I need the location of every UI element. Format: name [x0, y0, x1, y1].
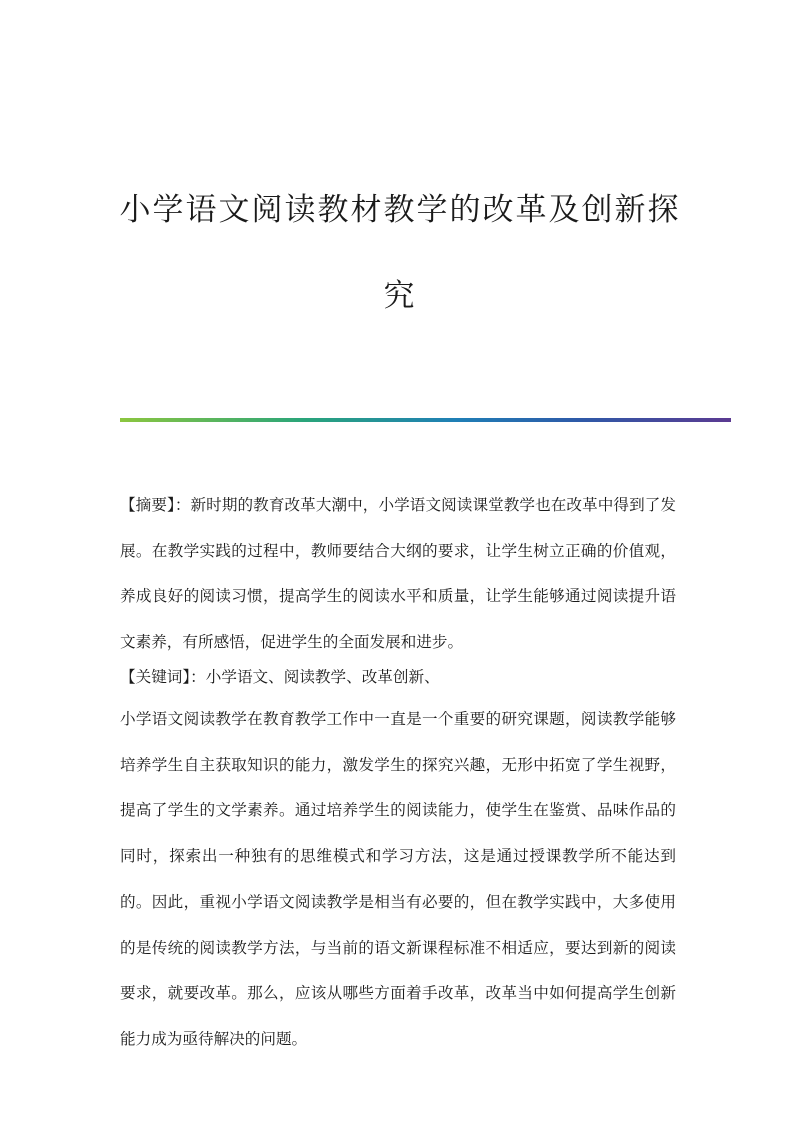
- gradient-divider: [120, 418, 731, 422]
- abstract-paragraph: 【摘要】：新时期的教育改革大潮中，小学语文阅读课堂教学也在改革中得到了发展。在教学实践的过程中，教师要结合大纲的要求，让学生树立正确的价值观，养成良好的阅读习惯，提高学生的阅读水平和质量，让学生能够通过阅读提升语文素养，有所感悟，促进学生的全面发展和进步。: [120, 496, 676, 652]
- intro-paragraph: 小学语文阅读教学在教育教学工作中一直是一个重要的研究课题，阅读教学能够培养学生自主获取知识的能力，激发学生的探究兴趣，无形中拓宽了学生视野，提高了学生的文学素养。通过培养学生的阅读能力，使学生在鉴赏、品味作品的同时，探索出一种独有的思维模式和学习方法，这是通过授课教学所不能达到的。因此，重视小学语文阅读教学是相当有必要的，但在教学实践中，大多使用的是传统的阅读教学方法，与当前的语文新课程标准不相适应，要达到新的阅读要求，就要改革。那么，应该从哪些方面着手改革，改革当中如何提高学生创新能力成为亟待解决的问题。: [120, 710, 676, 1048]
- document-title-line-1: 小学语文阅读教材教学的改革及创新探: [119, 192, 681, 228]
- keywords-paragraph: 【关键词】：小学语文、阅读教学、改革创新、: [120, 668, 440, 686]
- document-title-line-2: 究: [383, 278, 417, 314]
